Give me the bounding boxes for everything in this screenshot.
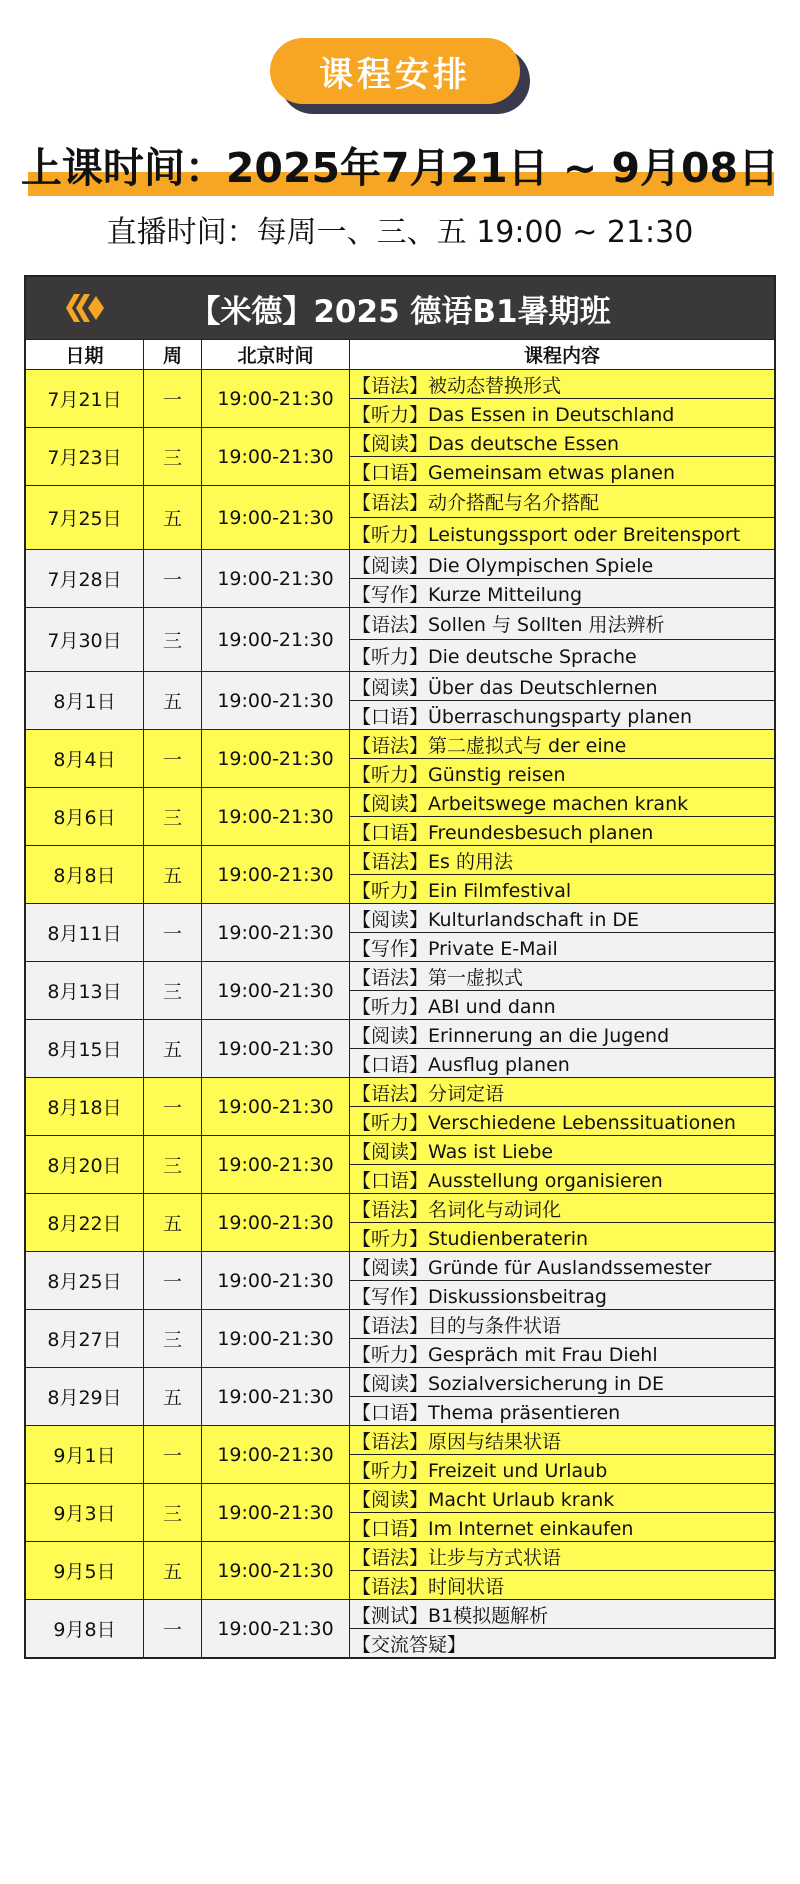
row-time: 19:00-21:30 [202, 1426, 350, 1483]
table-title-bar [26, 277, 774, 339]
row-weekday: 一 [144, 1426, 202, 1483]
course-item: 【阅读】Sozialversicherung in DE [352, 1372, 664, 1395]
row-time: 19:00-21:30 [202, 1252, 350, 1309]
course-item: 【阅读】Macht Urlaub krank [352, 1488, 615, 1511]
row-course-content [350, 1368, 774, 1425]
row-date: 9月8日 [26, 1600, 144, 1657]
course-item: 【阅读】Das deutsche Essen [352, 432, 620, 455]
row-weekday: 三 [144, 1136, 202, 1193]
row-course-content [350, 730, 774, 787]
row-date: 8月18日 [26, 1078, 144, 1135]
row-time: 19:00-21:30 [202, 846, 350, 903]
row-course-content [350, 1542, 774, 1599]
course-item: 【口语】Ausstellung organisieren [350, 1164, 774, 1193]
course-item: 【听力】Die deutsche Sprache [350, 639, 774, 671]
table-row [26, 427, 774, 485]
row-course-content [350, 1600, 774, 1657]
course-item: 【语法】名词化与动词化 [352, 1198, 562, 1221]
course-item: 【听力】Freizeit und Urlaub [350, 1454, 774, 1483]
row-weekday: 五 [144, 672, 202, 729]
course-item: 【测试】B1模拟题解析 [352, 1604, 549, 1627]
row-course-content [350, 1484, 774, 1541]
table-row [26, 671, 774, 729]
row-date: 8月20日 [26, 1136, 144, 1193]
row-date: 7月23日 [26, 428, 144, 485]
course-item: 【语法】第二虚拟式与 der eine [352, 734, 627, 757]
table-row [26, 607, 774, 671]
table-row [26, 787, 774, 845]
row-course-content [350, 846, 774, 903]
class-time-heading: 上课时间：2025年7月21日 ~ 9月08日 [20, 144, 780, 192]
row-time: 19:00-21:30 [202, 1368, 350, 1425]
header-beijing-time: 北京时间 [202, 340, 350, 369]
course-item: 【听力】Ein Filmfestival [350, 874, 774, 903]
row-weekday: 五 [144, 1194, 202, 1251]
row-date: 8月25日 [26, 1252, 144, 1309]
row-date: 7月28日 [26, 550, 144, 607]
row-course-content [350, 1020, 774, 1077]
badge-label: 课程安排 [270, 38, 520, 104]
row-course-content [350, 1078, 774, 1135]
course-item: 【听力】Das Essen in Deutschland [350, 398, 774, 427]
row-time: 19:00-21:30 [202, 672, 350, 729]
course-item: 【阅读】Kulturlandschaft in DE [352, 908, 640, 931]
row-date: 9月5日 [26, 1542, 144, 1599]
table-row [26, 961, 774, 1019]
row-course-content [350, 550, 774, 607]
table-row [26, 369, 774, 427]
table-row [26, 485, 774, 549]
table-body [26, 369, 774, 1657]
row-time: 19:00-21:30 [202, 428, 350, 485]
course-item: 【语法】第一虚拟式 [352, 966, 524, 989]
row-weekday: 三 [144, 1484, 202, 1541]
row-date: 8月22日 [26, 1194, 144, 1251]
row-time: 19:00-21:30 [202, 608, 350, 671]
row-date: 8月11日 [26, 904, 144, 961]
row-time: 19:00-21:30 [202, 1136, 350, 1193]
course-item: 【阅读】Die Olympischen Spiele [352, 554, 654, 577]
course-item: 【听力】ABI und dann [350, 990, 774, 1019]
course-item: 【写作】Kurze Mitteilung [350, 578, 774, 607]
schedule-table [24, 275, 776, 1659]
row-course-content [350, 1136, 774, 1193]
row-course-content [350, 428, 774, 485]
row-date: 8月13日 [26, 962, 144, 1019]
course-item: 【阅读】Arbeitswege machen krank [352, 792, 689, 815]
row-course-content [350, 1252, 774, 1309]
table-row [26, 1193, 774, 1251]
row-weekday: 三 [144, 962, 202, 1019]
row-time: 19:00-21:30 [202, 550, 350, 607]
row-time: 19:00-21:30 [202, 1600, 350, 1657]
row-time: 19:00-21:30 [202, 1020, 350, 1077]
row-time: 19:00-21:30 [202, 730, 350, 787]
table-row [26, 1135, 774, 1193]
row-weekday: 三 [144, 788, 202, 845]
row-weekday: 一 [144, 550, 202, 607]
row-date: 7月30日 [26, 608, 144, 671]
table-title: 【米德】2025 德语B1暑期班 [189, 293, 611, 330]
row-time: 19:00-21:30 [202, 1484, 350, 1541]
row-date: 9月1日 [26, 1426, 144, 1483]
row-course-content [350, 904, 774, 961]
course-item: 【阅读】Erinnerung an die Jugend [352, 1024, 670, 1047]
table-row [26, 1599, 774, 1657]
course-item: 【阅读】Was ist Liebe [352, 1140, 554, 1163]
course-item: 【听力】Verschiedene Lebenssituationen [350, 1106, 774, 1135]
row-weekday: 五 [144, 1368, 202, 1425]
row-course-content [350, 486, 774, 549]
table-row [26, 729, 774, 787]
row-course-content [350, 370, 774, 427]
row-weekday: 一 [144, 904, 202, 961]
row-weekday: 三 [144, 1310, 202, 1367]
row-weekday: 一 [144, 1252, 202, 1309]
table-row [26, 903, 774, 961]
row-time: 19:00-21:30 [202, 1078, 350, 1135]
row-course-content [350, 1310, 774, 1367]
row-course-content [350, 788, 774, 845]
table-header-row [26, 339, 774, 369]
table-row [26, 845, 774, 903]
course-item: 【口语】Im Internet einkaufen [350, 1512, 774, 1541]
course-item: 【语法】分词定语 [352, 1082, 505, 1105]
row-weekday: 五 [144, 1020, 202, 1077]
course-item: 【交流答疑】 [350, 1628, 774, 1657]
header-weekday: 周 [144, 340, 202, 369]
course-item: 【阅读】Über das Deutschlernen [352, 676, 658, 699]
row-date: 8月1日 [26, 672, 144, 729]
course-item: 【阅读】Gründe für Auslandssemester [352, 1256, 712, 1279]
table-row [26, 1309, 774, 1367]
row-date: 7月25日 [26, 486, 144, 549]
course-item: 【语法】让步与方式状语 [352, 1546, 562, 1569]
row-course-content [350, 608, 774, 671]
course-item: 【语法】被动态替换形式 [352, 374, 562, 397]
row-weekday: 三 [144, 608, 202, 671]
row-weekday: 一 [144, 1600, 202, 1657]
row-course-content [350, 672, 774, 729]
header-course-content: 课程内容 [523, 345, 600, 367]
course-item: 【语法】时间状语 [350, 1570, 774, 1599]
row-weekday: 五 [144, 486, 202, 549]
course-item: 【口语】Überraschungsparty planen [350, 700, 774, 729]
table-row [26, 1251, 774, 1309]
row-date: 8月8日 [26, 846, 144, 903]
row-date: 8月29日 [26, 1368, 144, 1425]
row-date: 8月27日 [26, 1310, 144, 1367]
row-date: 8月4日 [26, 730, 144, 787]
row-weekday: 五 [144, 1542, 202, 1599]
course-item: 【听力】Leistungssport oder Breitensport [350, 517, 774, 549]
row-course-content [350, 962, 774, 1019]
row-time: 19:00-21:30 [202, 1310, 350, 1367]
table-row [26, 1077, 774, 1135]
row-date: 8月15日 [26, 1020, 144, 1077]
course-item: 【口语】Gemeinsam etwas planen [350, 456, 774, 485]
section-badge [270, 38, 530, 118]
row-time: 19:00-21:30 [202, 904, 350, 961]
course-item: 【听力】Studienberaterin [350, 1222, 774, 1251]
row-time: 19:00-21:30 [202, 486, 350, 549]
brand-logo-icon [64, 294, 108, 322]
course-item: 【口语】Ausflug planen [350, 1048, 774, 1077]
row-time: 19:00-21:30 [202, 788, 350, 845]
row-weekday: 三 [144, 428, 202, 485]
course-item: 【口语】Freundesbesuch planen [350, 816, 774, 845]
table-row [26, 1483, 774, 1541]
table-row [26, 1425, 774, 1483]
course-item: 【听力】Günstig reisen [350, 758, 774, 787]
row-time: 19:00-21:30 [202, 1542, 350, 1599]
live-time-subheading: 直播时间：每周一、三、五 19:00 ~ 21:30 [106, 215, 694, 250]
row-time: 19:00-21:30 [202, 370, 350, 427]
table-row [26, 1019, 774, 1077]
course-item: 【语法】动介搭配与名介搭配 [352, 492, 600, 514]
table-row [26, 549, 774, 607]
row-weekday: 一 [144, 370, 202, 427]
course-item: 【听力】Gespräch mit Frau Diehl [350, 1338, 774, 1367]
row-weekday: 一 [144, 1078, 202, 1135]
row-date: 7月21日 [26, 370, 144, 427]
table-row [26, 1541, 774, 1599]
row-date: 9月3日 [26, 1484, 144, 1541]
course-item: 【语法】Es 的用法 [352, 850, 513, 873]
course-item: 【写作】Private E-Mail [350, 932, 774, 961]
row-weekday: 五 [144, 846, 202, 903]
course-item: 【语法】原因与结果状语 [352, 1430, 562, 1453]
course-item: 【语法】Sollen 与 Sollten 用法辨析 [352, 614, 665, 636]
row-time: 19:00-21:30 [202, 962, 350, 1019]
row-weekday: 一 [144, 730, 202, 787]
course-item: 【口语】Thema präsentieren [350, 1396, 774, 1425]
table-row [26, 1367, 774, 1425]
row-time: 19:00-21:30 [202, 1194, 350, 1251]
course-item: 【语法】目的与条件状语 [352, 1314, 562, 1337]
row-date: 8月6日 [26, 788, 144, 845]
header-date: 日期 [26, 340, 144, 369]
row-course-content [350, 1194, 774, 1251]
course-item: 【写作】Diskussionsbeitrag [350, 1280, 774, 1309]
row-course-content [350, 1426, 774, 1483]
